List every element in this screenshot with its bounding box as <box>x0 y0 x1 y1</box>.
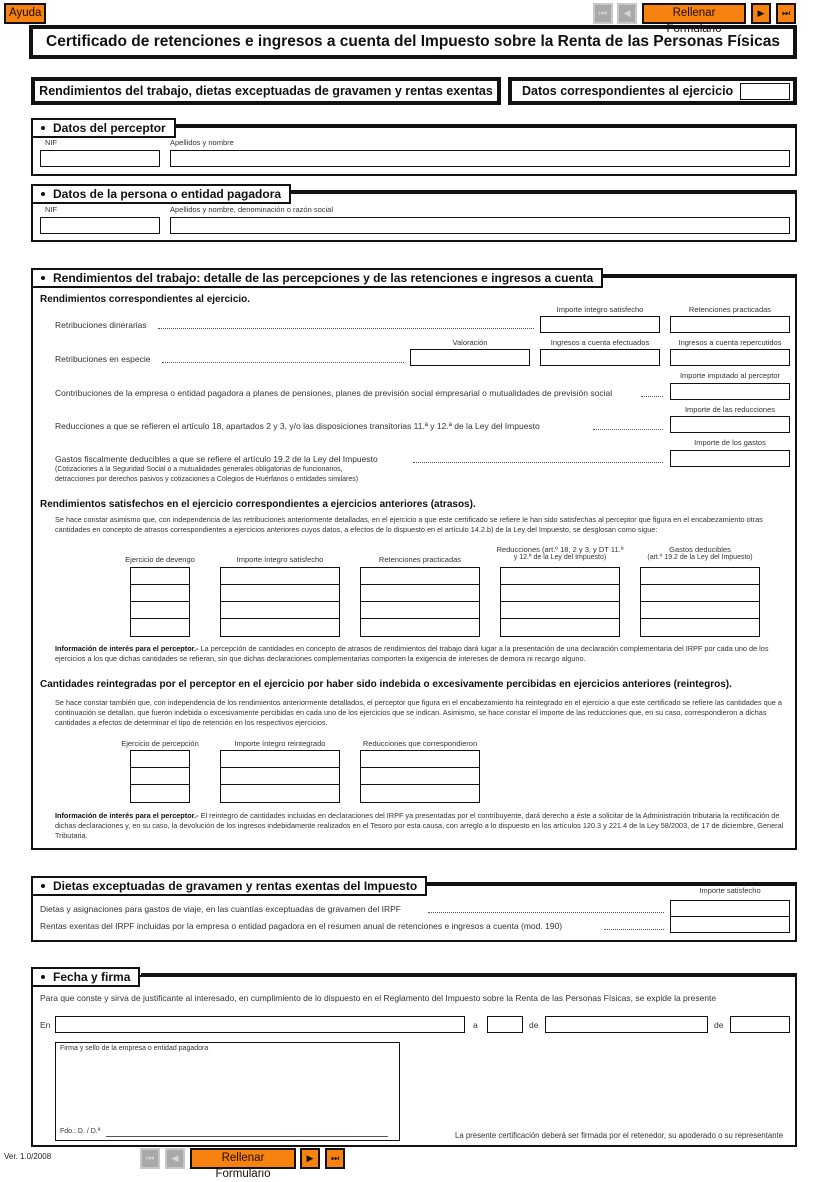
first-page-icon: ⏮ <box>145 1153 155 1163</box>
footer-next-page-button[interactable] <box>300 1148 320 1169</box>
perceptor-name-label: Apellidos y nombre <box>170 138 234 147</box>
atrasos-info: Información de interés para el perceptor.- La percepción de cantidades en concepto de atrasos de rendimientos del trabajo dará lugar a la presentación de una declaración complementaria del IRPF por cada uno de los ejercicios a los que dichas cantidades se refieran, sin que dichas declaraciones complementarias comporten la exigencia de intereses de demora ni recargo alguno. <box>55 644 769 663</box>
pagadora-section-title: Datos de la persona o entidad pagadora <box>31 184 291 204</box>
atrasos-column-2 <box>220 567 340 637</box>
de2-label: de <box>714 1020 724 1030</box>
atrasos-column-3 <box>360 567 480 637</box>
firma-section-title: Fecha y firma <box>31 967 140 987</box>
especie-ingresos-repercutidos-input[interactable] <box>670 349 790 366</box>
footer-first-page-button[interactable] <box>140 1148 160 1169</box>
reintegros-column-3 <box>360 750 480 803</box>
last-page-button[interactable] <box>776 3 796 24</box>
atrasos-cell-input[interactable] <box>221 585 339 602</box>
atrasos-cell-input[interactable] <box>361 619 479 636</box>
reintegros-col-header-2: Importe íntegro reintegrado <box>234 739 326 748</box>
contribuciones-label: Contribuciones de la empresa o entidad pagadora a planes de pensiones, planes de previsión social empresarial o mutualidades de previsión social <box>55 388 613 398</box>
reintegros-column-1 <box>130 750 190 803</box>
especie-ingresos-efectuados-input[interactable] <box>540 349 660 366</box>
next-page-icon: ▶ <box>757 8 765 18</box>
atrasos-col-header-5-line2: (art.º 19.2 de la Ley del Impuesto) <box>647 554 753 561</box>
contribuciones-input[interactable] <box>670 383 790 400</box>
dinerarias-importe-input[interactable] <box>540 316 660 333</box>
dinerarias-retenciones-input[interactable] <box>670 316 790 333</box>
rentas-exentas-importe-input[interactable] <box>670 916 790 933</box>
atrasos-column-4 <box>500 567 620 637</box>
atrasos-cell-input[interactable] <box>501 602 619 619</box>
mes-input[interactable] <box>545 1016 708 1033</box>
reintegros-heading: Cantidades reintegradas por el perceptor en el ejercicio por haber sido indebida o excesivamente percibidas en ejercicios anteriores (reintegros). <box>40 679 732 690</box>
reintegros-cell-input[interactable] <box>361 768 479 785</box>
dietas-importe-input[interactable] <box>670 900 790 917</box>
footer-fill-form-button[interactable]: Rellenar Formulario <box>190 1148 296 1169</box>
dietas-row-2-label: Rentas exentas del IRPF incluidas por la empresa o entidad pagadora en el resumen anual de retenciones e ingresos a cuenta (mod. 190) <box>40 921 563 931</box>
especie-col1-label: Ingresos a cuenta efectuados <box>550 338 650 347</box>
perceptor-section-title: Datos del perceptor <box>31 118 176 138</box>
first-page-icon: ⏮ <box>598 8 608 18</box>
last-page-icon: ⏭ <box>330 1153 340 1163</box>
version-label: Ver. 1.0/2008 <box>4 1152 52 1161</box>
reducciones-label: Reducciones a que se refieren el artículo 18, apartados 2 y 3, y/o las disposiciones transitorias 11.ª y 12.ª de la Ley del Impuesto <box>55 421 540 431</box>
dinerarias-label: Retribuciones dinerarias <box>55 320 147 330</box>
atrasos-cell-input[interactable] <box>131 602 189 619</box>
pagadora-name-label: Apellidos y nombre, denominación o razón social <box>170 205 334 214</box>
reintegros-cell-input[interactable] <box>361 785 479 802</box>
reducciones-input[interactable] <box>670 416 790 433</box>
dietas-section-title: Dietas exceptuadas de gravamen y rentas exentas del Impuesto <box>31 876 427 896</box>
atrasos-cell-input[interactable] <box>221 602 339 619</box>
atrasos-cell-input[interactable] <box>641 568 759 585</box>
dietas-col-label: Importe satisfecho <box>699 886 761 895</box>
prev-page-icon: ◀ <box>171 1153 179 1163</box>
especie-label: Retribuciones en especie <box>55 354 151 364</box>
fill-form-button[interactable]: Rellenar Formulario <box>642 3 746 24</box>
gastos-note-1: (Cotizaciones a la Seguridad Social o a mutualidades generales obligatorias de funcionarios, <box>55 466 343 473</box>
reintegros-col-header-1: Ejercicio de percepción <box>121 739 199 748</box>
firma-text: Para que conste y sirva de justificante al interesado, en cumplimiento de lo dispuesto en el Reglamento del Impuesto sobre la Renta de las Personas Físicas, se expide la presente <box>40 993 717 1003</box>
atrasos-col-header-3: Retenciones practicadas <box>378 555 462 564</box>
atrasos-col-header-4: Reducciones (art.º 18, 2 y 3, y DT 11.ª <box>496 545 624 554</box>
especie-valoracion-input[interactable] <box>410 349 530 366</box>
atrasos-cell-input[interactable] <box>361 602 479 619</box>
fdo-label: Fdo.: D. / D.ª <box>60 1128 101 1135</box>
gastos-col-label: Importe de los gastos <box>694 438 766 447</box>
atrasos-text: Se hace constar asimismo que, con independencia de las retribuciones anteriormente detalladas, en el ejercicio a que este certificado se refiere le han sido satisfechas al perceptor que figura en el encabezamiento otras cantidades en concepto de atrasos correspondientes a ejercicios anteriores cuyos datos, a efectos de lo dispuesto en el artículo 14.2.b) de la Ley del Impuesto, se desglosan como sigue: <box>55 515 763 534</box>
reintegros-cell-input[interactable] <box>221 751 339 768</box>
atrasos-cell-input[interactable] <box>361 585 479 602</box>
reintegros-text: Se hace constar también que, con independencia de los rendimientos anteriormente detallados, el perceptor que figura en el encabezamiento ha reintegrado en el ejercicio a que este certificado se refiere las cantidades que a continuación se detallan, que fueron indebida o excesivamente percibidas en cada uno de los ejercicios que se indican. Asimismo, se hace constar el importe de las reducciones que, en su caso, correspondieron a dichas cantidades a efectos de determinar el tipo de retención en los respectivos ejercicios. <box>55 698 782 727</box>
ejercicio-label: Datos correspondientes al ejercicio <box>522 84 734 98</box>
last-page-icon: ⏭ <box>781 8 791 18</box>
reducciones-col-label: Importe de las reducciones <box>684 405 776 414</box>
atrasos-cell-input[interactable] <box>131 619 189 636</box>
dinerarias-col2-label: Retenciones practicadas <box>688 305 772 314</box>
atrasos-col-header-5: Gastos deducibles <box>669 545 731 554</box>
document-subtitle: Rendimientos del trabajo, dietas exceptuadas de gravamen y rentas exentas <box>31 77 501 105</box>
prev-page-button[interactable] <box>617 3 637 24</box>
especie-col0-label: Valoración <box>452 338 488 347</box>
reintegros-cell-input[interactable] <box>131 751 189 768</box>
a-label: a <box>473 1020 478 1030</box>
atrasos-cell-input[interactable] <box>641 585 759 602</box>
atrasos-cell-input[interactable] <box>641 619 759 636</box>
gastos-note-2: detracciones por derechos pasivos y cotizaciones a Colegios de Huérfanos o entidades similares) <box>55 476 359 483</box>
atrasos-cell-input[interactable] <box>641 602 759 619</box>
firma-box[interactable] <box>55 1042 400 1141</box>
atrasos-cell-input[interactable] <box>221 568 339 585</box>
next-page-button[interactable] <box>751 3 771 24</box>
gastos-label: Gastos fiscalmente deducibles a que se refiere el artículo 19.2 de la Ley del Impuesto <box>55 454 378 464</box>
en-label: En <box>40 1020 51 1030</box>
anio-input[interactable] <box>730 1016 790 1033</box>
de-label: de <box>529 1020 539 1030</box>
atrasos-cell-input[interactable] <box>131 585 189 602</box>
contribuciones-col-label: Importe imputado al perceptor <box>679 371 781 380</box>
atrasos-cell-input[interactable] <box>501 619 619 636</box>
dinerarias-col1-label: Importe íntegro satisfecho <box>556 305 644 314</box>
atrasos-cell-input[interactable] <box>131 568 189 585</box>
footer-last-page-button[interactable] <box>325 1148 345 1169</box>
reintegros-column-2 <box>220 750 340 803</box>
firma-box-label: Firma y sello de la empresa o entidad pagadora <box>60 1045 209 1052</box>
lugar-input[interactable] <box>55 1016 465 1033</box>
pagadora-name-input[interactable] <box>170 217 790 234</box>
especie-col2-label: Ingresos a cuenta repercutidos <box>678 338 782 347</box>
reintegros-col-header-3: Reducciones que correspondieron <box>362 739 478 748</box>
reintegros-cell-input[interactable] <box>131 768 189 785</box>
prev-page-icon: ◀ <box>623 8 631 18</box>
atrasos-heading: Rendimientos satisfechos en el ejercicio correspondientes a ejercicios anteriores (atrasos). <box>40 499 476 510</box>
page-title: Certificado de retenciones e ingresos a cuenta del Impuesto sobre la Renta de las Personas Físicas <box>29 25 797 59</box>
help-button[interactable]: Ayuda <box>4 3 46 24</box>
next-page-icon: ▶ <box>306 1153 314 1163</box>
reintegros-cell-input[interactable] <box>361 751 479 768</box>
perceptor-nif-label: NIF <box>45 138 58 147</box>
dia-input[interactable] <box>487 1016 523 1033</box>
reintegros-cell-input[interactable] <box>131 785 189 802</box>
ejercicio-heading: Rendimientos correspondientes al ejercicio. <box>40 294 251 305</box>
reintegros-cell-input[interactable] <box>221 768 339 785</box>
pagadora-nif-label: NIF <box>45 205 58 214</box>
perceptor-nif-input[interactable] <box>40 150 160 167</box>
ejercicio-input[interactable] <box>740 83 790 100</box>
first-page-button[interactable] <box>593 3 613 24</box>
atrasos-cell-input[interactable] <box>221 619 339 636</box>
atrasos-cell-input[interactable] <box>501 568 619 585</box>
atrasos-col-header-4-line2: y 12.ª de la Ley del Impuesto) <box>513 554 607 561</box>
atrasos-cell-input[interactable] <box>361 568 479 585</box>
perceptor-name-input[interactable] <box>170 150 790 167</box>
atrasos-column-5 <box>640 567 760 637</box>
atrasos-column-1 <box>130 567 190 637</box>
footer-prev-page-button[interactable] <box>165 1148 185 1169</box>
firma-note: La presente certificación deberá ser firmada por el retenedor, su apoderado o su representante <box>455 1131 784 1140</box>
reintegros-cell-input[interactable] <box>221 785 339 802</box>
gastos-input[interactable] <box>670 450 790 467</box>
atrasos-col-header-2: Importe íntegro satisfecho <box>236 555 324 564</box>
atrasos-col-header-1: Ejercicio de devengo <box>125 555 195 564</box>
dietas-row-1-label: Dietas y asignaciones para gastos de viaje, en las cuantías exceptuadas de gravamen del IRPF <box>40 904 401 914</box>
atrasos-cell-input[interactable] <box>501 585 619 602</box>
rendimientos-section-title: Rendimientos del trabajo: detalle de las percepciones y de las retenciones e ingresos a cuenta <box>31 268 603 288</box>
pagadora-nif-input[interactable] <box>40 217 160 234</box>
reintegros-info: Información de interés para el perceptor.- El reintegro de cantidades incluidas en declaraciones del IRPF ya presentadas por el contribuyente, dará derecho a éste a solicitar de la Administración tributaria la rectificación de dichas declaraciones y, en su caso, la devolución de los ingresos indebidamente realizados en el Tesoro por esta causa, con arreglo a lo dispuesto en los artículos 120.3 y 221.4 de la Ley 58/2003, de 17 de diciembre, General Tributaria. <box>55 811 784 840</box>
